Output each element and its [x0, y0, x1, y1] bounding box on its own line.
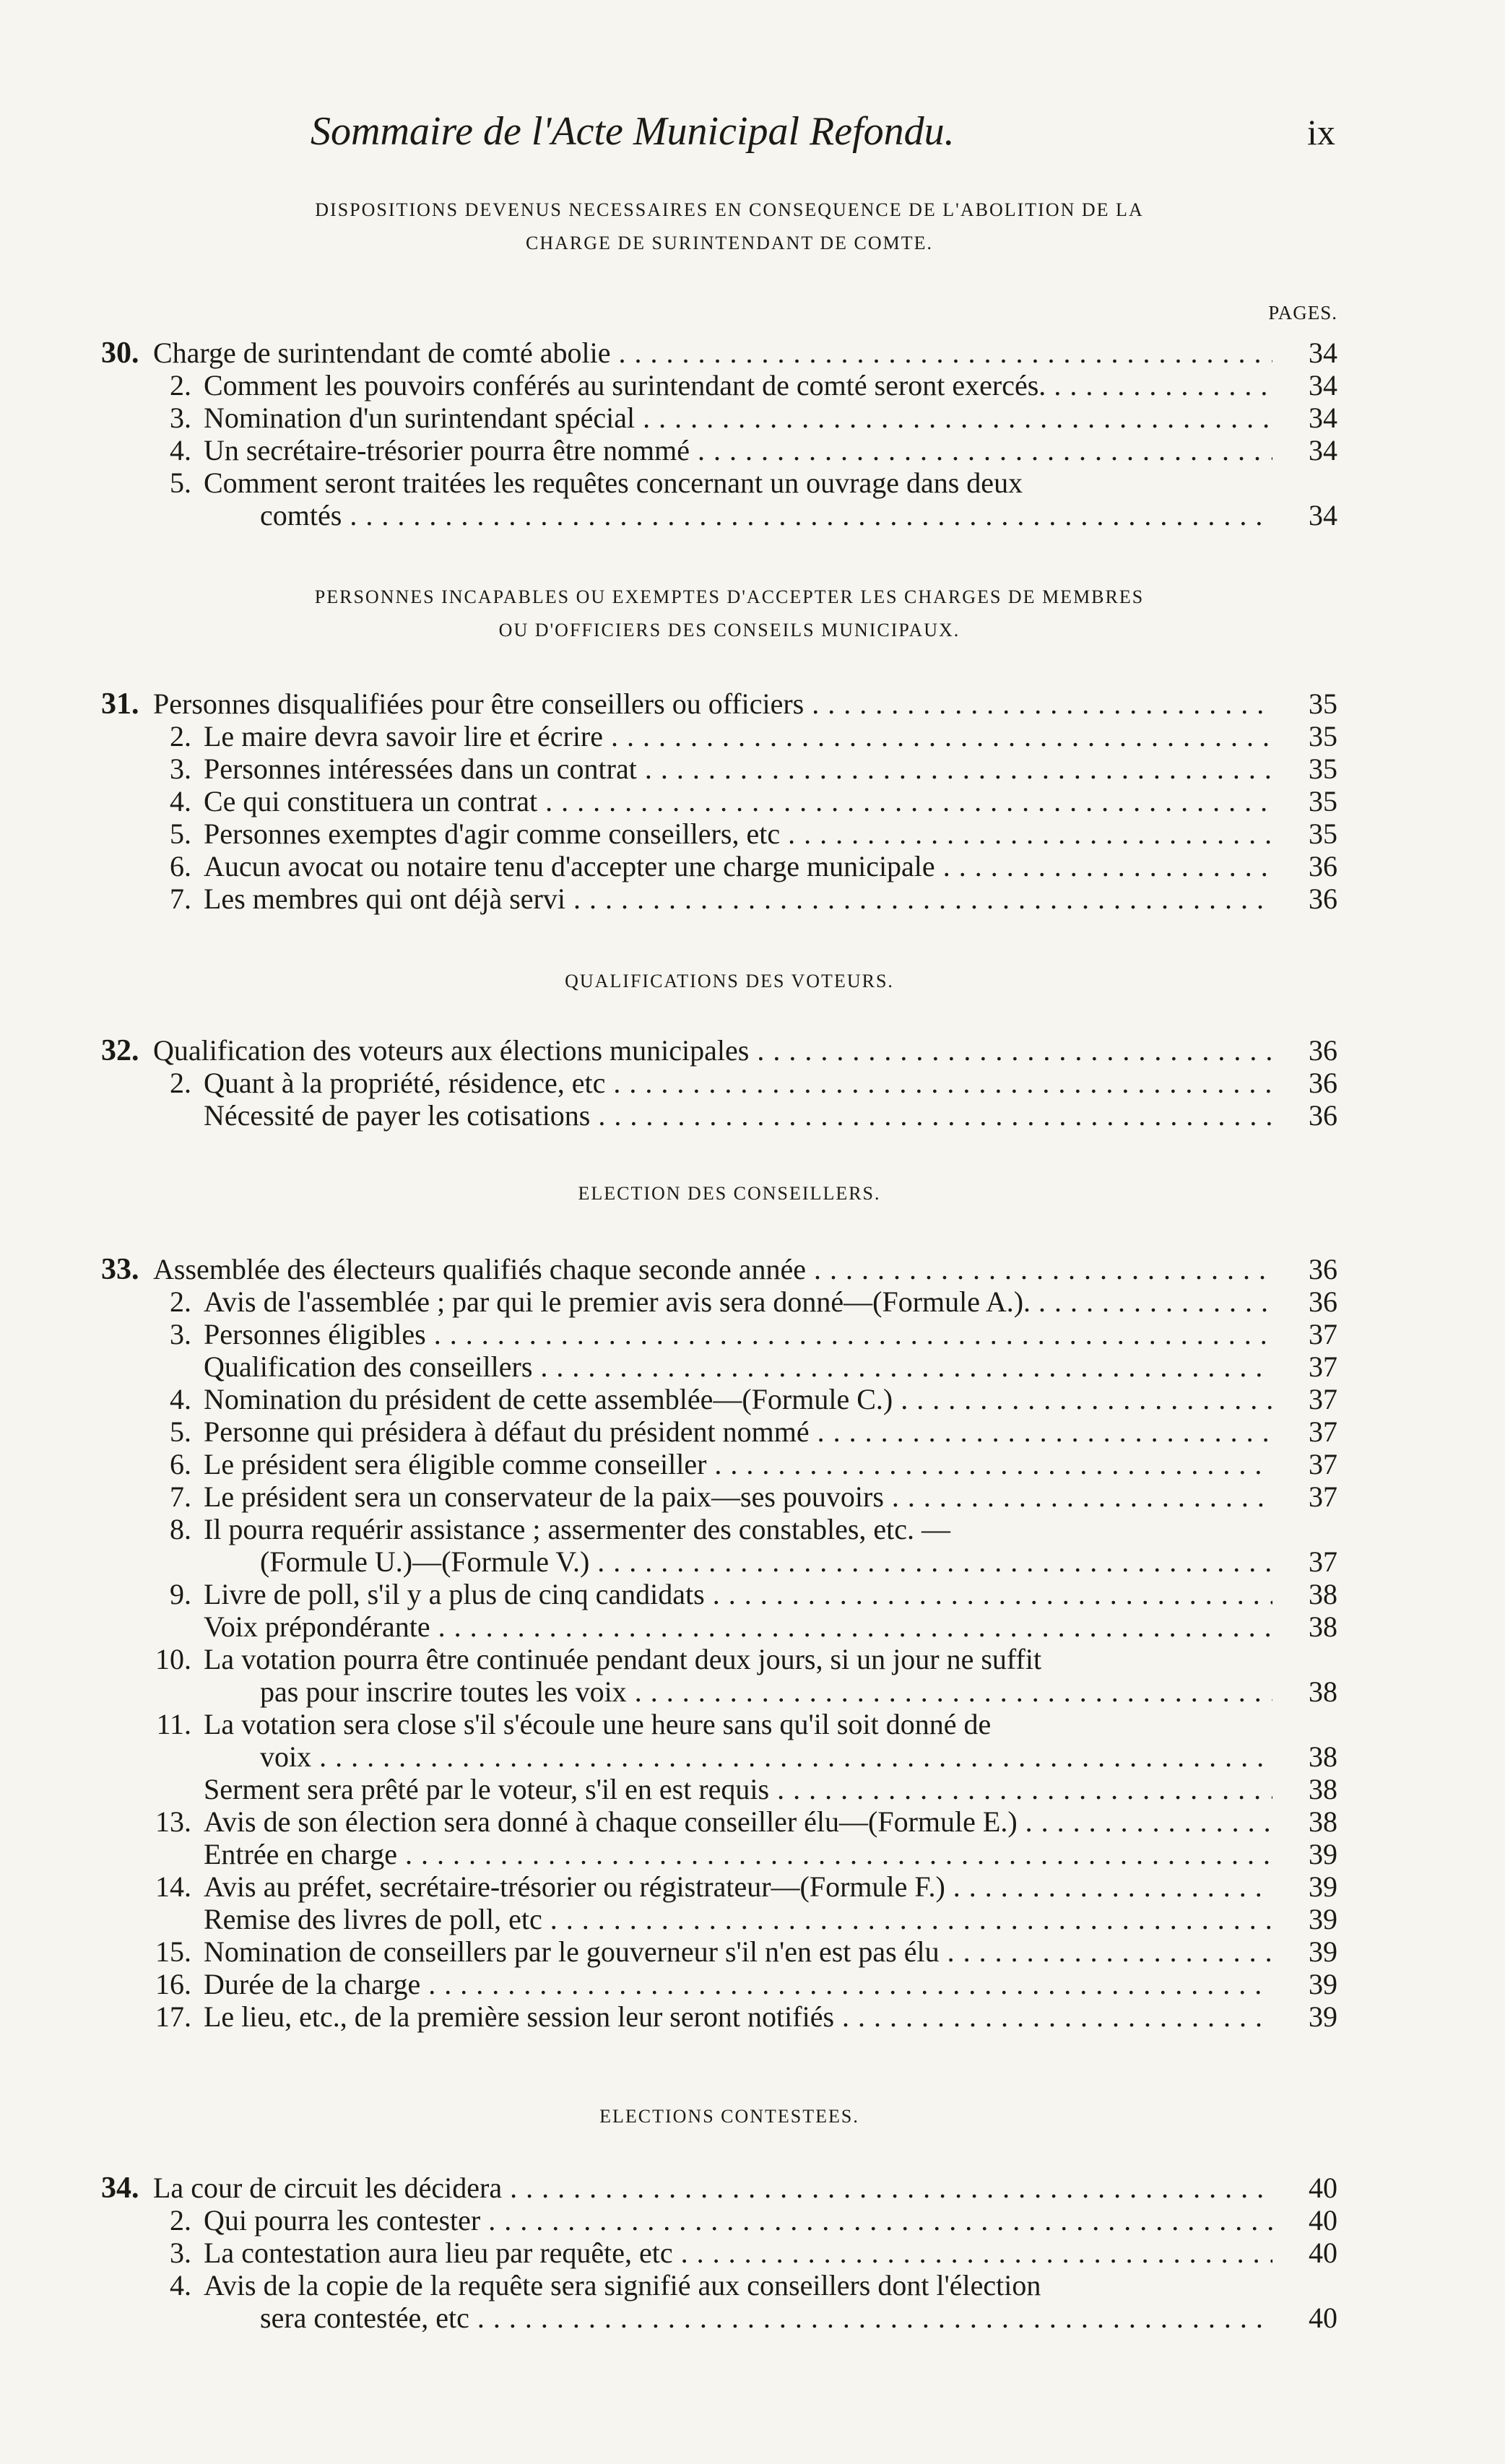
toc-entry	[0, 1610, 1505, 1644]
toc-entry	[0, 882, 1505, 916]
page-number: 35	[1309, 720, 1337, 752]
section-heading-line: QUALIFICATIONS DES VOTEURS.	[565, 971, 894, 992]
article-number: 34.	[101, 2172, 139, 2205]
article-number: 33.	[101, 1253, 139, 1286]
toc-entry	[0, 1968, 1505, 2001]
article-number: 32.	[101, 1034, 139, 1067]
entry-text: pas pour inscrire toutes les voix . . .	[260, 1675, 1272, 1709]
page-number: 38	[1309, 1578, 1337, 1610]
subsection-number: 13.	[155, 1805, 191, 1838]
toc-entry	[0, 817, 1505, 851]
entry-text: Les membres qui ont déjà servi . . .	[204, 882, 1272, 916]
subsection-number: 2.	[170, 1285, 191, 1318]
toc-entry	[0, 1870, 1505, 1904]
page-number: 36	[1309, 1034, 1337, 1067]
page-number: 39	[1309, 1935, 1337, 1968]
entry-text: Qualification des voteurs aux élections municipales . . .	[153, 1034, 1272, 1067]
toc-entry	[0, 1935, 1505, 1969]
subsection-number: 6.	[170, 1448, 191, 1480]
page-number: 37	[1309, 1383, 1337, 1415]
section-heading-contestees	[108, 2100, 1350, 2133]
toc-entry	[0, 1318, 1505, 1351]
toc-entry	[0, 1578, 1505, 1611]
toc-entry	[0, 1708, 1505, 1741]
toc-entry	[0, 1643, 1505, 1676]
toc-entry	[0, 2000, 1505, 2034]
page-number: 36	[1309, 1253, 1337, 1285]
toc-entry	[0, 1903, 1505, 1936]
subsection-number: 14.	[155, 1870, 191, 1903]
page-number: 39	[1309, 1870, 1337, 1903]
entry-text: Le président sera éligible comme conseiller . . .	[204, 1448, 1272, 1481]
entry-text: Voix prépondérante . . .	[204, 1610, 1272, 1644]
subsection-number: 17.	[155, 2000, 191, 2033]
subsection-number: 5.	[170, 467, 191, 499]
entry-text: Personnes disqualifiées pour être conseillers ou officiers . . .	[153, 687, 1272, 721]
page-number: 34	[1309, 434, 1337, 467]
entry-text: Charge de surintendant de comté abolie . . .	[153, 337, 1272, 370]
entry-text: (Formule U.)—(Formule V.) . . .	[260, 1545, 1272, 1579]
page-number: 34	[1309, 402, 1337, 434]
toc-entry	[0, 434, 1505, 467]
toc-entry	[0, 1448, 1505, 1481]
section-heading-line: ELECTIONS CONTESTEES.	[599, 2106, 859, 2127]
section-heading-line: CHARGE DE SURINTENDANT DE COMTE.	[525, 233, 933, 253]
page-number: 34	[1309, 337, 1337, 369]
entry-text: Quant à la propriété, résidence, etc . . .	[204, 1067, 1272, 1100]
page-number: 35	[1309, 785, 1337, 817]
subsection-number: 9.	[170, 1578, 191, 1610]
section-heading-line: ELECTION DES CONSEILLERS.	[578, 1183, 881, 1204]
section-heading-line: PERSONNES INCAPABLES OU EXEMPTES D'ACCEPTER LES CHARGES DE MEMBRES	[314, 586, 1145, 607]
page-number: 40	[1309, 2204, 1337, 2237]
page-number: 39	[1309, 2000, 1337, 2033]
subsection-number: 11.	[156, 1708, 191, 1740]
subsection-number: 4.	[170, 2269, 191, 2302]
page-number: 39	[1309, 1903, 1337, 1935]
running-title: Sommaire de l'Acte Municipal Refondu.	[311, 109, 955, 154]
entry-text: Personnes éligibles . . .	[204, 1318, 1272, 1351]
section-heading-line: OU D'OFFICIERS DES CONSEILS MUNICIPAUX.	[498, 620, 960, 641]
pages-column-label: PAGES.	[1268, 302, 1337, 324]
entry-text: Nomination d'un surintendant spécial . . .	[204, 402, 1272, 435]
toc-entry	[0, 1773, 1505, 1806]
toc-entry	[0, 369, 1505, 402]
entry-text: Personnes intéressées dans un contrat . . .	[204, 752, 1272, 786]
page-number: 37	[1309, 1448, 1337, 1480]
page-number: 34	[1309, 499, 1337, 532]
entry-text: Serment sera prêté par le voteur, s'il en est requis . . .	[204, 1773, 1272, 1806]
page-number: 38	[1309, 1610, 1337, 1643]
subsection-number: 6.	[170, 850, 191, 882]
toc-entry	[0, 785, 1505, 818]
toc-entry	[0, 2237, 1505, 2270]
subsection-number: 4.	[170, 434, 191, 467]
toc-entry	[0, 1383, 1505, 1416]
toc-entry	[0, 2204, 1505, 2237]
entry-text: Avis de la copie de la requête sera signifié aux conseillers dont l'élection	[204, 2269, 1041, 2302]
toc-entry	[0, 1415, 1505, 1449]
page-number: 39	[1309, 1968, 1337, 2000]
subsection-number: 2.	[170, 720, 191, 752]
subsection-number: 10.	[155, 1643, 191, 1675]
toc-entry	[0, 1675, 1505, 1709]
subsection-number: 8.	[170, 1513, 191, 1545]
subsection-number: 2.	[170, 1067, 191, 1099]
page-number: 36	[1309, 850, 1337, 882]
toc-entry	[0, 720, 1505, 753]
toc-entry	[0, 687, 1505, 721]
page-number: 36	[1309, 882, 1337, 915]
entry-text: Le président sera un conservateur de la paix—ses pouvoirs . . .	[204, 1480, 1272, 1514]
entry-text: Avis au préfet, secrétaire-trésorier ou régistrateur—(Formule F.) . . .	[204, 1870, 1272, 1904]
toc-entry	[0, 1350, 1505, 1384]
section-heading-surintendant	[108, 194, 1350, 260]
toc-entry	[0, 1480, 1505, 1514]
toc-entry	[0, 1067, 1505, 1100]
toc-entry	[0, 1805, 1505, 1839]
article-number: 30.	[101, 337, 139, 370]
subsection-number: 3.	[170, 752, 191, 785]
section-heading-election	[108, 1177, 1350, 1210]
subsection-number: 2.	[170, 2204, 191, 2237]
entry-text: Avis de son élection sera donné à chaque conseiller élu—(Formule E.) . . .	[204, 1805, 1272, 1839]
subsection-number: 16.	[155, 1968, 191, 2000]
toc-entry	[0, 1838, 1505, 1871]
page-number: 38	[1309, 1805, 1337, 1838]
toc-entry	[0, 1034, 1505, 1067]
toc-entry	[0, 1285, 1505, 1319]
toc-entry	[0, 337, 1505, 370]
entry-text: Comment seront traitées les requêtes concernant un ouvrage dans deux	[204, 467, 1023, 499]
entry-text: Aucun avocat ou notaire tenu d'accepter une charge municipale . . .	[204, 850, 1272, 883]
page-folio: ix	[1307, 112, 1335, 152]
page-number: 36	[1309, 1099, 1337, 1132]
toc-entry	[0, 850, 1505, 883]
page-number: 37	[1309, 1480, 1337, 1513]
page-number: 35	[1309, 752, 1337, 785]
entry-text: Qualification des conseillers . . .	[204, 1350, 1272, 1384]
entry-text: comtés . . .	[260, 499, 1272, 532]
page-number: 37	[1309, 1545, 1337, 1578]
page-number: 37	[1309, 1415, 1337, 1448]
subsection-number: 4.	[170, 1383, 191, 1415]
page-number: 39	[1309, 1838, 1337, 1870]
entry-text: Nomination de conseillers par le gouverneur s'il n'en est pas élu . . .	[204, 1935, 1272, 1969]
toc-entry	[0, 2269, 1505, 2302]
toc-entry	[0, 467, 1505, 500]
subsection-number: 3.	[170, 402, 191, 434]
page-number: 40	[1309, 2237, 1337, 2269]
entry-text: Ce qui constituera un contrat . . .	[204, 785, 1272, 818]
entry-text: Personne qui présidera à défaut du président nommé . . .	[204, 1415, 1272, 1449]
toc-entry	[0, 2302, 1505, 2335]
subsection-number: 3.	[170, 1318, 191, 1350]
page-number: 36	[1309, 1285, 1337, 1318]
entry-text: Personnes exemptes d'agir comme conseillers, etc . . .	[204, 817, 1272, 851]
entry-text: Qui pourra les contester . . .	[204, 2204, 1272, 2237]
toc-entry	[0, 499, 1505, 532]
section-heading-qualifications	[108, 965, 1350, 998]
page-number: 40	[1309, 2172, 1337, 2204]
entry-text: La contestation aura lieu par requête, etc . . .	[204, 2237, 1272, 2270]
page-number: 37	[1309, 1350, 1337, 1383]
entry-text: La votation sera close s'il s'écoule une heure sans qu'il soit donné de	[204, 1708, 992, 1740]
entry-text: Durée de la charge . . .	[204, 1968, 1272, 2001]
section-heading-line: DISPOSITIONS DEVENUS NECESSAIRES EN CONSEQUENCE DE L'ABOLITION DE LA	[315, 199, 1144, 220]
subsection-number: 3.	[170, 2237, 191, 2269]
section-heading-incapables	[108, 581, 1350, 647]
page-number: 34	[1309, 369, 1337, 402]
entry-text: La cour de circuit les décidera . . .	[153, 2172, 1272, 2205]
page-number: 35	[1309, 687, 1337, 720]
entry-text: Assemblée des électeurs qualifiés chaque seconde année . . .	[153, 1253, 1272, 1286]
entry-text: Le lieu, etc., de la première session leur seront notifiés . . .	[204, 2000, 1272, 2034]
toc-entry	[0, 1099, 1505, 1132]
entry-text: Livre de poll, s'il y a plus de cinq candidats . . .	[204, 1578, 1272, 1611]
article-number: 31.	[101, 687, 139, 721]
page-number: 40	[1309, 2302, 1337, 2334]
subsection-number: 15.	[155, 1935, 191, 1968]
subsection-number: 7.	[170, 1480, 191, 1513]
entry-text: Nécessité de payer les cotisations . . .	[204, 1099, 1272, 1132]
entry-text: voix . . .	[260, 1740, 1272, 1774]
toc-entry	[0, 752, 1505, 786]
subsection-number: 5.	[170, 1415, 191, 1448]
entry-text: Un secrétaire-trésorier pourra être nommé . . .	[204, 434, 1272, 467]
subsection-number: 2.	[170, 369, 191, 402]
entry-text: La votation pourra être continuée pendant deux jours, si un jour ne suffit	[204, 1643, 1042, 1675]
toc-entry	[0, 402, 1505, 435]
entry-text: Il pourra requérir assistance ; assermenter des constables, etc. —	[204, 1513, 951, 1545]
toc-entry	[0, 1545, 1505, 1579]
subsection-number: 4.	[170, 785, 191, 817]
entry-text: sera contestée, etc . . .	[260, 2302, 1272, 2335]
entry-text: Le maire devra savoir lire et écrire . . .	[204, 720, 1272, 753]
page-number: 35	[1309, 817, 1337, 850]
toc-entry	[0, 2172, 1505, 2205]
page-number: 36	[1309, 1067, 1337, 1099]
page-number: 37	[1309, 1318, 1337, 1350]
page-number: 38	[1309, 1675, 1337, 1708]
entry-text: Comment les pouvoirs conférés au surintendant de comté seront exercés. . . .	[204, 369, 1272, 402]
subsection-number: 5.	[170, 817, 191, 850]
toc-entry	[0, 1253, 1505, 1286]
toc-entry	[0, 1740, 1505, 1774]
subsection-number: 7.	[170, 882, 191, 915]
page-number: 38	[1309, 1773, 1337, 1805]
entry-text: Nomination du président de cette assemblée—(Formule C.) . . .	[204, 1383, 1272, 1416]
entry-text: Avis de l'assemblée ; par qui le premier avis sera donné—(Formule A.). . . .	[204, 1285, 1272, 1319]
page-number: 38	[1309, 1740, 1337, 1773]
toc-entry	[0, 1513, 1505, 1546]
entry-text: Entrée en charge . . .	[204, 1838, 1272, 1871]
entry-text: Remise des livres de poll, etc . . .	[204, 1903, 1272, 1936]
running-head	[0, 108, 1505, 159]
